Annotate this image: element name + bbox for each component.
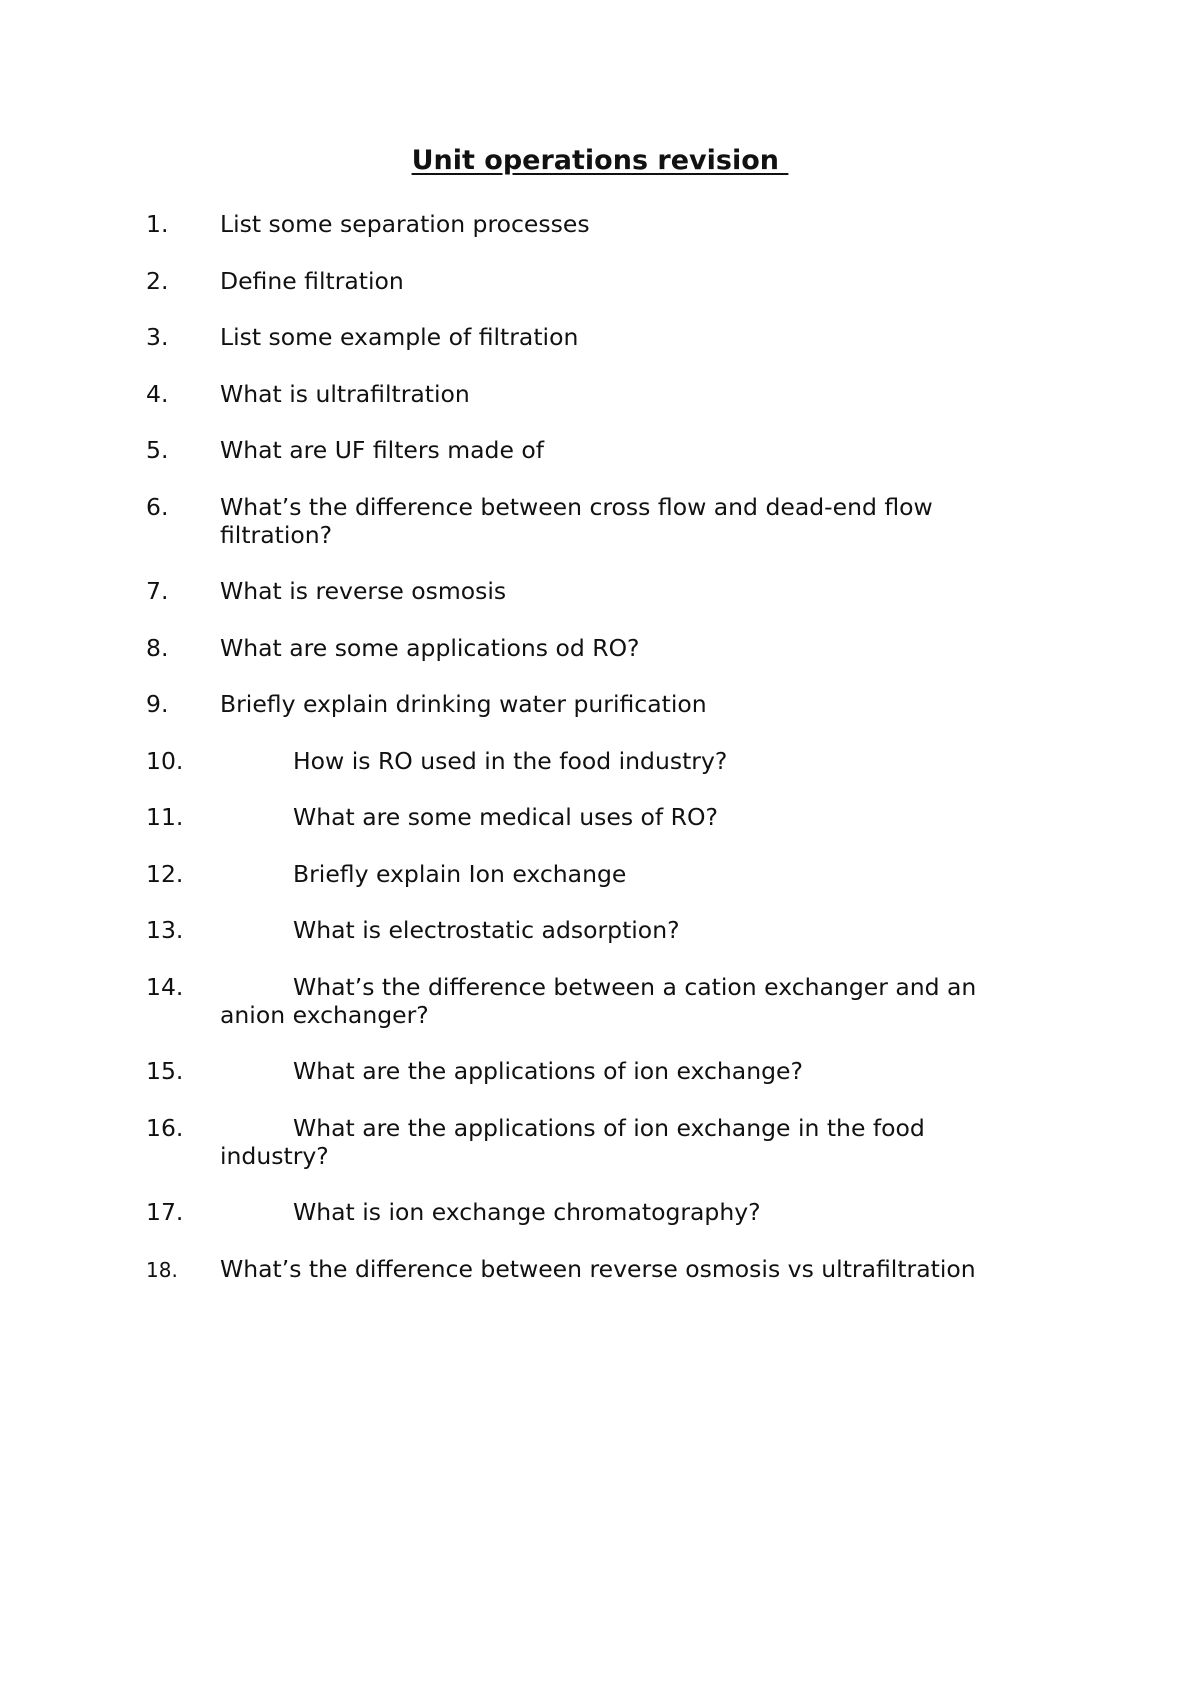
item-number: 7. <box>146 577 169 605</box>
list-item <box>146 1113 1033 1170</box>
item-text: What are the applications of ion exchange? <box>293 1057 803 1085</box>
list-item <box>146 972 1033 1029</box>
list-item <box>146 1198 1033 1226</box>
list-item <box>146 746 1033 775</box>
item-text: What are some medical uses of RO? <box>293 803 718 831</box>
list-item <box>146 916 1033 944</box>
list-item <box>146 1057 1033 1085</box>
list-item <box>146 210 1033 238</box>
item-text: How is RO used in the food industry? <box>293 746 728 775</box>
item-text: What is ultrafiltration <box>220 379 470 408</box>
item-text: List some separation processes <box>220 210 590 238</box>
item-number: 4. <box>146 379 169 408</box>
item-number: 2. <box>146 266 169 295</box>
item-number: 1. <box>146 210 169 238</box>
item-text: What’s the difference between reverse osmosis vs ultrafiltration <box>220 1254 976 1283</box>
item-text: Define filtration <box>220 266 404 295</box>
list-item <box>146 577 1033 605</box>
item-number: 17. <box>146 1198 184 1226</box>
item-text: What are UF filters made of <box>220 436 545 464</box>
item-text: What’s the difference between cross flow and dead-end flow filtration? <box>220 492 933 549</box>
list-item <box>146 436 1033 464</box>
item-number: 18. <box>146 1257 178 1282</box>
item-text: What is electrostatic adsorption? <box>293 916 680 944</box>
page-title: Unit operations revision <box>411 145 789 176</box>
item-text: Briefly explain Ion exchange <box>293 859 627 888</box>
item-number: 9. <box>146 690 169 718</box>
item-number: 6. <box>146 492 169 521</box>
item-text: What is ion exchange chromatography? <box>293 1198 761 1226</box>
list-item <box>146 633 1033 662</box>
item-text: List some example of filtration <box>220 323 579 351</box>
list-item <box>146 859 1033 888</box>
list-item <box>146 690 1033 718</box>
item-number: 14. <box>146 972 184 1001</box>
item-text: Briefly explain drinking water purification <box>220 690 707 718</box>
item-text: What are some applications od RO? <box>220 633 640 662</box>
item-text: What are the applications of ion exchange in the food industry? <box>220 1113 925 1170</box>
list-item <box>146 1254 1033 1284</box>
item-text: What’s the difference between a cation exchanger and an anion exchanger? <box>220 972 977 1029</box>
item-number: 10. <box>146 746 184 775</box>
question-list <box>146 210 1033 1312</box>
item-text: What is reverse osmosis <box>220 577 507 605</box>
item-number: 15. <box>146 1057 184 1085</box>
list-item <box>146 379 1033 408</box>
item-number: 3. <box>146 323 169 351</box>
list-item <box>146 803 1033 831</box>
list-item <box>146 323 1033 351</box>
item-number: 8. <box>146 633 169 662</box>
item-number: 12. <box>146 859 184 888</box>
item-number: 16. <box>146 1113 184 1142</box>
item-number: 5. <box>146 436 169 464</box>
list-item <box>146 266 1033 295</box>
list-item <box>146 492 1033 549</box>
item-number: 13. <box>146 916 184 944</box>
item-number: 11. <box>146 803 184 831</box>
